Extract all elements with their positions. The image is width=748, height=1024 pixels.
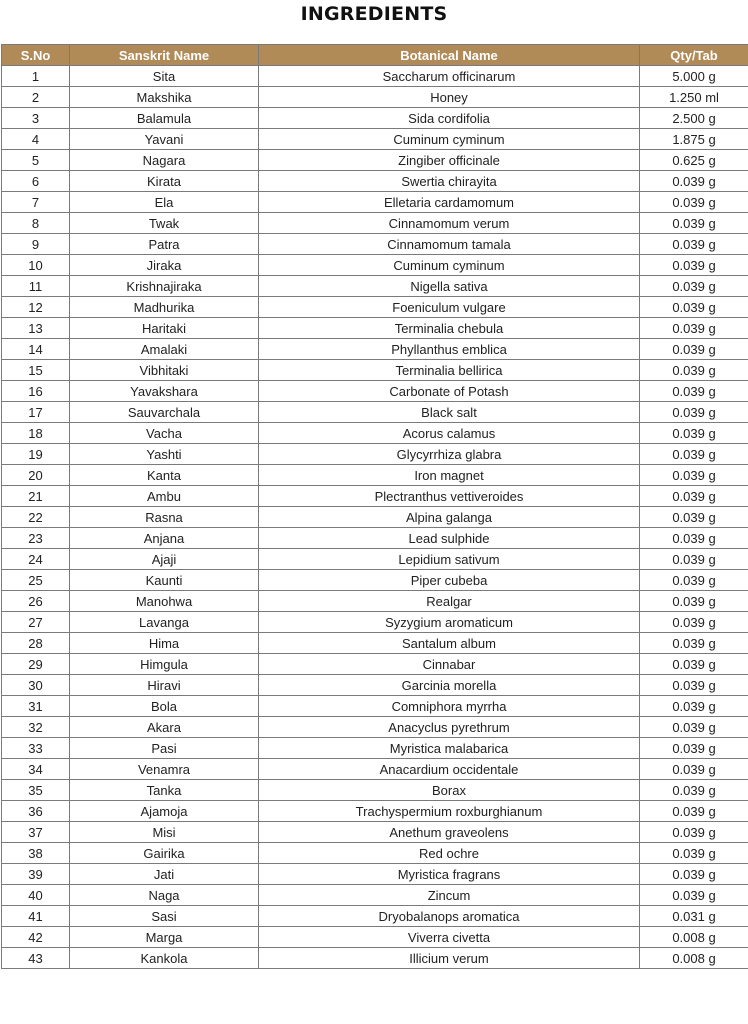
cell-sanskrit-name: Ela [70, 192, 259, 213]
cell-botanical-name: Phyllanthus emblica [259, 339, 640, 360]
cell-qty-per-tab: 0.039 g [640, 843, 748, 864]
cell-sno: 35 [2, 780, 70, 801]
cell-sanskrit-name: Pasi [70, 738, 259, 759]
cell-botanical-name: Borax [259, 780, 640, 801]
cell-qty-per-tab: 0.039 g [640, 780, 748, 801]
cell-qty-per-tab: 0.039 g [640, 822, 748, 843]
cell-botanical-name: Myristica fragrans [259, 864, 640, 885]
cell-sno: 1 [2, 66, 70, 87]
cell-sanskrit-name: Sauvarchala [70, 402, 259, 423]
cell-sanskrit-name: Balamula [70, 108, 259, 129]
cell-qty-per-tab: 0.039 g [640, 612, 748, 633]
table-row [2, 591, 748, 612]
cell-sno: 37 [2, 822, 70, 843]
cell-qty-per-tab: 0.039 g [640, 213, 748, 234]
cell-sno: 15 [2, 360, 70, 381]
cell-sno: 14 [2, 339, 70, 360]
cell-qty-per-tab: 0.039 g [640, 633, 748, 654]
cell-botanical-name: Red ochre [259, 843, 640, 864]
cell-sanskrit-name: Naga [70, 885, 259, 906]
cell-botanical-name: Syzygium aromaticum [259, 612, 640, 633]
cell-qty-per-tab: 0.039 g [640, 507, 748, 528]
cell-sno: 10 [2, 255, 70, 276]
cell-qty-per-tab: 0.625 g [640, 150, 748, 171]
cell-sno: 32 [2, 717, 70, 738]
cell-sno: 19 [2, 444, 70, 465]
cell-qty-per-tab: 0.039 g [640, 339, 748, 360]
table-row [2, 108, 748, 129]
cell-sanskrit-name: Manohwa [70, 591, 259, 612]
cell-sno: 26 [2, 591, 70, 612]
column-header-botanical-name: Botanical Name [259, 45, 640, 66]
cell-qty-per-tab: 0.008 g [640, 927, 748, 948]
cell-sanskrit-name: Misi [70, 822, 259, 843]
cell-botanical-name: Myristica malabarica [259, 738, 640, 759]
cell-botanical-name: Zincum [259, 885, 640, 906]
cell-sno: 42 [2, 927, 70, 948]
cell-sno: 24 [2, 549, 70, 570]
cell-botanical-name: Elletaria cardamomum [259, 192, 640, 213]
cell-qty-per-tab: 0.039 g [640, 423, 748, 444]
cell-sno: 5 [2, 150, 70, 171]
table-row [2, 780, 748, 801]
cell-sanskrit-name: Kirata [70, 171, 259, 192]
cell-sno: 3 [2, 108, 70, 129]
table-row [2, 864, 748, 885]
cell-sanskrit-name: Akara [70, 717, 259, 738]
table-header-row [2, 45, 748, 66]
table-row [2, 381, 748, 402]
cell-sanskrit-name: Twak [70, 213, 259, 234]
cell-sno: 31 [2, 696, 70, 717]
table-row [2, 255, 748, 276]
table-row [2, 465, 748, 486]
cell-botanical-name: Terminalia bellirica [259, 360, 640, 381]
cell-qty-per-tab: 0.039 g [640, 360, 748, 381]
cell-sno: 25 [2, 570, 70, 591]
table-row [2, 906, 748, 927]
cell-botanical-name: Saccharum officinarum [259, 66, 640, 87]
cell-qty-per-tab: 0.031 g [640, 906, 748, 927]
cell-botanical-name: Terminalia chebula [259, 318, 640, 339]
cell-botanical-name: Lead sulphide [259, 528, 640, 549]
cell-botanical-name: Swertia chirayita [259, 171, 640, 192]
cell-sno: 38 [2, 843, 70, 864]
table-row [2, 192, 748, 213]
table-row [2, 423, 748, 444]
cell-sanskrit-name: Yashti [70, 444, 259, 465]
cell-botanical-name: Honey [259, 87, 640, 108]
cell-qty-per-tab: 0.039 g [640, 402, 748, 423]
cell-sanskrit-name: Gairika [70, 843, 259, 864]
table-row [2, 402, 748, 423]
cell-qty-per-tab: 1.250 ml [640, 87, 748, 108]
cell-sanskrit-name: Hima [70, 633, 259, 654]
cell-qty-per-tab: 0.039 g [640, 549, 748, 570]
table-row [2, 675, 748, 696]
cell-qty-per-tab: 0.039 g [640, 864, 748, 885]
table-row [2, 360, 748, 381]
cell-sno: 22 [2, 507, 70, 528]
table-row [2, 885, 748, 906]
cell-sno: 11 [2, 276, 70, 297]
cell-sanskrit-name: Nagara [70, 150, 259, 171]
table-row [2, 633, 748, 654]
cell-botanical-name: Piper cubeba [259, 570, 640, 591]
cell-botanical-name: Realgar [259, 591, 640, 612]
cell-sanskrit-name: Jiraka [70, 255, 259, 276]
cell-qty-per-tab: 0.039 g [640, 675, 748, 696]
cell-botanical-name: Foeniculum vulgare [259, 297, 640, 318]
cell-sanskrit-name: Himgula [70, 654, 259, 675]
cell-botanical-name: Anacyclus pyrethrum [259, 717, 640, 738]
cell-botanical-name: Carbonate of Potash [259, 381, 640, 402]
table-row [2, 801, 748, 822]
cell-sanskrit-name: Ambu [70, 486, 259, 507]
table-row [2, 948, 748, 969]
table-row [2, 612, 748, 633]
table-row [2, 171, 748, 192]
cell-sno: 18 [2, 423, 70, 444]
cell-qty-per-tab: 0.039 g [640, 717, 748, 738]
cell-sanskrit-name: Kankola [70, 948, 259, 969]
table-row [2, 696, 748, 717]
cell-botanical-name: Sida cordifolia [259, 108, 640, 129]
table-row [2, 234, 748, 255]
cell-sno: 40 [2, 885, 70, 906]
cell-qty-per-tab: 0.039 g [640, 801, 748, 822]
table-row [2, 507, 748, 528]
table-row [2, 87, 748, 108]
cell-botanical-name: Alpina galanga [259, 507, 640, 528]
cell-qty-per-tab: 5.000 g [640, 66, 748, 87]
cell-sno: 29 [2, 654, 70, 675]
table-row [2, 318, 748, 339]
cell-qty-per-tab: 0.039 g [640, 465, 748, 486]
table-row [2, 717, 748, 738]
table-row [2, 654, 748, 675]
table-row [2, 822, 748, 843]
cell-sno: 23 [2, 528, 70, 549]
cell-sno: 43 [2, 948, 70, 969]
cell-sanskrit-name: Sita [70, 66, 259, 87]
cell-sanskrit-name: Haritaki [70, 318, 259, 339]
cell-sno: 36 [2, 801, 70, 822]
cell-qty-per-tab: 0.039 g [640, 759, 748, 780]
cell-botanical-name: Garcinia morella [259, 675, 640, 696]
cell-sno: 20 [2, 465, 70, 486]
cell-botanical-name: Trachyspermium roxburghianum [259, 801, 640, 822]
cell-qty-per-tab: 0.008 g [640, 948, 748, 969]
cell-sanskrit-name: Bola [70, 696, 259, 717]
cell-sno: 34 [2, 759, 70, 780]
cell-qty-per-tab: 2.500 g [640, 108, 748, 129]
cell-botanical-name: Glycyrrhiza glabra [259, 444, 640, 465]
cell-sanskrit-name: Tanka [70, 780, 259, 801]
table-row [2, 276, 748, 297]
cell-qty-per-tab: 0.039 g [640, 528, 748, 549]
table-row [2, 570, 748, 591]
cell-sno: 8 [2, 213, 70, 234]
cell-botanical-name: Cinnamomum tamala [259, 234, 640, 255]
cell-qty-per-tab: 0.039 g [640, 738, 748, 759]
cell-botanical-name: Lepidium sativum [259, 549, 640, 570]
column-header-sno: S.No [2, 45, 70, 66]
cell-qty-per-tab: 0.039 g [640, 234, 748, 255]
cell-sno: 9 [2, 234, 70, 255]
cell-botanical-name: Anethum graveolens [259, 822, 640, 843]
cell-sno: 27 [2, 612, 70, 633]
table-row [2, 927, 748, 948]
cell-botanical-name: Cuminum cyminum [259, 129, 640, 150]
cell-qty-per-tab: 0.039 g [640, 696, 748, 717]
table-row [2, 549, 748, 570]
cell-botanical-name: Acorus calamus [259, 423, 640, 444]
cell-sno: 30 [2, 675, 70, 696]
cell-sno: 28 [2, 633, 70, 654]
cell-qty-per-tab: 1.875 g [640, 129, 748, 150]
table-row [2, 738, 748, 759]
cell-sanskrit-name: Vibhitaki [70, 360, 259, 381]
cell-sno: 41 [2, 906, 70, 927]
cell-sanskrit-name: Yavani [70, 129, 259, 150]
cell-qty-per-tab: 0.039 g [640, 381, 748, 402]
cell-sanskrit-name: Yavakshara [70, 381, 259, 402]
cell-botanical-name: Illicium verum [259, 948, 640, 969]
column-header-qty-per-tab: Qty/Tab [640, 45, 748, 66]
cell-sno: 7 [2, 192, 70, 213]
table-row [2, 444, 748, 465]
table-row [2, 528, 748, 549]
cell-botanical-name: Comniphora myrrha [259, 696, 640, 717]
cell-sanskrit-name: Amalaki [70, 339, 259, 360]
cell-sno: 12 [2, 297, 70, 318]
cell-botanical-name: Santalum album [259, 633, 640, 654]
table-row [2, 129, 748, 150]
cell-qty-per-tab: 0.039 g [640, 255, 748, 276]
cell-qty-per-tab: 0.039 g [640, 654, 748, 675]
cell-sno: 21 [2, 486, 70, 507]
table-row [2, 150, 748, 171]
cell-botanical-name: Viverra civetta [259, 927, 640, 948]
cell-qty-per-tab: 0.039 g [640, 486, 748, 507]
cell-sanskrit-name: Rasna [70, 507, 259, 528]
table-row [2, 297, 748, 318]
cell-sanskrit-name: Venamra [70, 759, 259, 780]
cell-sno: 17 [2, 402, 70, 423]
cell-sanskrit-name: Lavanga [70, 612, 259, 633]
cell-sno: 13 [2, 318, 70, 339]
cell-sno: 16 [2, 381, 70, 402]
ingredients-table [1, 44, 748, 969]
cell-sno: 33 [2, 738, 70, 759]
cell-sanskrit-name: Ajaji [70, 549, 259, 570]
table-row [2, 486, 748, 507]
cell-botanical-name: Iron magnet [259, 465, 640, 486]
cell-sanskrit-name: Kaunti [70, 570, 259, 591]
cell-sno: 6 [2, 171, 70, 192]
cell-sanskrit-name: Hiravi [70, 675, 259, 696]
table-row [2, 66, 748, 87]
cell-botanical-name: Dryobalanops aromatica [259, 906, 640, 927]
cell-botanical-name: Cinnamomum verum [259, 213, 640, 234]
cell-qty-per-tab: 0.039 g [640, 276, 748, 297]
cell-botanical-name: Plectranthus vettiveroides [259, 486, 640, 507]
cell-qty-per-tab: 0.039 g [640, 318, 748, 339]
cell-sanskrit-name: Ajamoja [70, 801, 259, 822]
cell-sanskrit-name: Krishnajiraka [70, 276, 259, 297]
cell-sanskrit-name: Kanta [70, 465, 259, 486]
cell-botanical-name: Black salt [259, 402, 640, 423]
cell-sno: 2 [2, 87, 70, 108]
cell-qty-per-tab: 0.039 g [640, 297, 748, 318]
cell-sno: 4 [2, 129, 70, 150]
cell-sno: 39 [2, 864, 70, 885]
table-body [2, 66, 748, 969]
cell-sanskrit-name: Jati [70, 864, 259, 885]
cell-sanskrit-name: Makshika [70, 87, 259, 108]
cell-botanical-name: Anacardium occidentale [259, 759, 640, 780]
cell-qty-per-tab: 0.039 g [640, 171, 748, 192]
cell-sanskrit-name: Madhurika [70, 297, 259, 318]
cell-sanskrit-name: Patra [70, 234, 259, 255]
table-row [2, 339, 748, 360]
cell-qty-per-tab: 0.039 g [640, 444, 748, 465]
cell-botanical-name: Zingiber officinale [259, 150, 640, 171]
table-row [2, 759, 748, 780]
cell-qty-per-tab: 0.039 g [640, 192, 748, 213]
cell-sanskrit-name: Sasi [70, 906, 259, 927]
cell-botanical-name: Cuminum cyminum [259, 255, 640, 276]
column-header-sanskrit-name: Sanskrit Name [70, 45, 259, 66]
cell-qty-per-tab: 0.039 g [640, 885, 748, 906]
cell-qty-per-tab: 0.039 g [640, 570, 748, 591]
table-row [2, 213, 748, 234]
cell-sanskrit-name: Marga [70, 927, 259, 948]
cell-botanical-name: Cinnabar [259, 654, 640, 675]
page-title: INGREDIENTS [300, 3, 448, 25]
cell-botanical-name: Nigella sativa [259, 276, 640, 297]
table-row [2, 843, 748, 864]
cell-qty-per-tab: 0.039 g [640, 591, 748, 612]
cell-sanskrit-name: Anjana [70, 528, 259, 549]
cell-sanskrit-name: Vacha [70, 423, 259, 444]
